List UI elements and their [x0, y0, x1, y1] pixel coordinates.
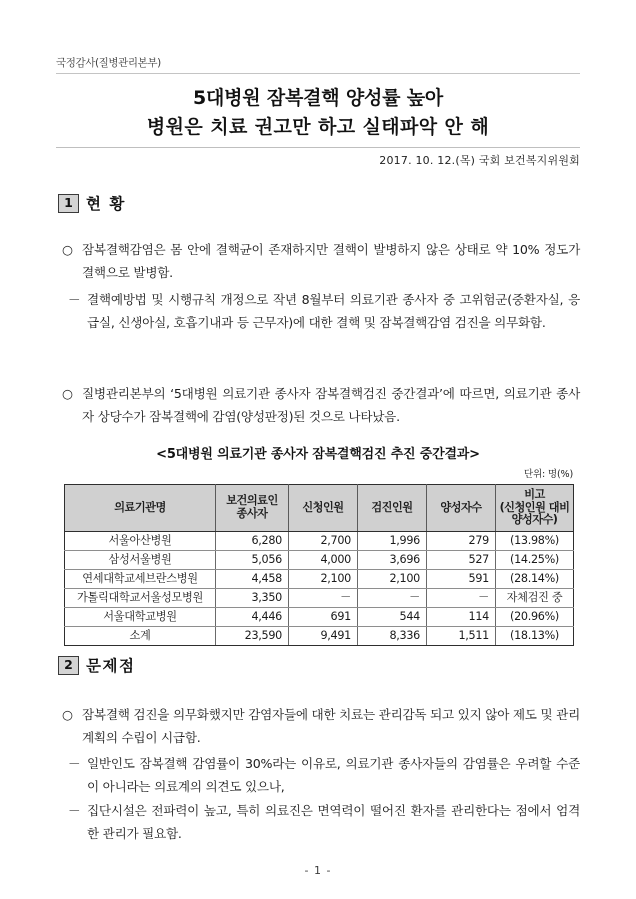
- th-positive-label: 양성자수: [440, 500, 482, 514]
- header-label: 국정감사(질병관리본부): [56, 57, 161, 69]
- table-caption: <5대병원 의료기관 종사자 잠복결핵검진 추진 중간결과>: [156, 447, 480, 462]
- cell-positive: 527: [427, 550, 496, 569]
- cell-institution: 삼성서울병원: [65, 550, 216, 569]
- paragraph-status-1: [62, 238, 580, 285]
- section-title-text: 문제점: [86, 657, 136, 675]
- paragraph-text: 결핵예방법 및 시행규칙 개정으로 작년 8월부터 의료기관 종사자 중 고위험군(중환자실, 응급실, 신생아실, 호흡기내과 등 근무자)에 대한 결핵 및 잠복결핵감염 검진을 의무화함.: [87, 292, 580, 331]
- header-rule: [56, 73, 580, 74]
- cell-institution: 연세대학교세브란스병원: [65, 569, 216, 588]
- cell-institution: 서울대학교병원: [65, 607, 216, 626]
- th-examined: [358, 485, 427, 532]
- th-note: [496, 485, 574, 532]
- cell-workers: 23,590: [216, 626, 289, 645]
- table-row: [65, 588, 574, 607]
- cell-examined: 1,996: [358, 531, 427, 550]
- title-rule: [56, 147, 580, 148]
- bullet-circle-icon: ○: [62, 242, 73, 257]
- table-header-row: [65, 485, 574, 532]
- cell-applied: 9,491: [289, 626, 358, 645]
- paragraph-text: 질병관리본부의 ‘5대병원 의료기관 종사자 잠복결핵검진 중간결과’에 따르면, 의료기관 종사자 상당수가 잠복결핵에 감염(양성판정)된 것으로 나타났음.: [82, 386, 580, 425]
- paragraph-status-2: [62, 288, 580, 335]
- th-positive: [427, 485, 496, 532]
- cell-positive: 1,511: [427, 626, 496, 645]
- cell-examined: 2,100: [358, 569, 427, 588]
- th-note-label-1: 비고: [524, 488, 545, 501]
- paragraph-issue-1: [62, 703, 580, 750]
- document-header: [56, 55, 580, 74]
- section-heading-1: [58, 192, 126, 214]
- th-workers-label-1: 보건의료인: [226, 494, 278, 508]
- page-number: - 1 -: [304, 864, 332, 877]
- bullet-circle-icon: ○: [62, 386, 73, 401]
- cell-positive: 279: [427, 531, 496, 550]
- cell-note: (14.25%): [496, 550, 574, 569]
- title-line-1: 5대병원 잠복결핵 양성률 높아: [192, 87, 444, 109]
- cell-positive: 114: [427, 607, 496, 626]
- cell-institution: 소계: [65, 626, 216, 645]
- bullet-dash-icon: －: [68, 756, 81, 771]
- table-unit-label: 단위: 명(%): [523, 469, 573, 480]
- table-row-total: [65, 626, 574, 645]
- cell-note: (20.96%): [496, 607, 574, 626]
- cell-examined: －: [358, 588, 427, 607]
- page-content-area: [56, 0, 580, 899]
- cell-note: (13.98%): [496, 531, 574, 550]
- date-line: 2017. 10. 12.(목) 국회 보건복지위원회: [379, 154, 580, 167]
- th-workers: [216, 485, 289, 532]
- cell-examined: 3,696: [358, 550, 427, 569]
- table-row: [65, 569, 574, 588]
- paragraph-text: 잠복결핵감염은 몸 안에 결핵균이 존재하지만 결핵이 발병하지 않은 상태로 약 10% 정도가 결핵으로 발병함.: [82, 242, 580, 281]
- th-note-label-2: (신청인원 대비: [499, 500, 570, 514]
- cell-institution: 가톨릭대학교서울성모병원: [65, 588, 216, 607]
- th-applied-label: 신청인원: [302, 500, 344, 514]
- bullet-dash-icon: －: [68, 803, 81, 818]
- cell-applied: 2,700: [289, 531, 358, 550]
- section-number-badge: 2: [58, 656, 79, 675]
- paragraph-status-3: [62, 382, 580, 429]
- cell-positive: －: [427, 588, 496, 607]
- results-table-wrap: [64, 484, 573, 646]
- title-line-2: 병원은 치료 권고만 하고 실태파악 안 해: [146, 116, 490, 138]
- cell-applied: 4,000: [289, 550, 358, 569]
- section-number-badge: 1: [58, 194, 79, 213]
- cell-workers: 6,280: [216, 531, 289, 550]
- cell-examined: 8,336: [358, 626, 427, 645]
- title-rule-wrap: [56, 147, 580, 148]
- document-title: [56, 84, 580, 142]
- cell-note: (28.14%): [496, 569, 574, 588]
- th-workers-label-2: 종사자: [236, 506, 268, 520]
- cell-note: (18.13%): [496, 626, 574, 645]
- th-institution: [65, 485, 216, 532]
- cell-positive: 591: [427, 569, 496, 588]
- cell-workers: 3,350: [216, 588, 289, 607]
- th-examined-label: 검진인원: [371, 500, 413, 514]
- table-row: [65, 531, 574, 550]
- cell-workers: 4,446: [216, 607, 289, 626]
- paragraph-text: 일반인도 잠복결핵 감염률이 30%라는 이유로, 의료기관 종사자들의 감염률은 우려할 수준이 아니라는 의료계의 의견도 있으나,: [87, 756, 580, 795]
- table-body: [65, 531, 574, 645]
- section-heading-2: [58, 654, 135, 676]
- paragraph-issue-3: [62, 799, 580, 846]
- cell-note: 자체검진 중: [496, 588, 574, 607]
- cell-applied: 691: [289, 607, 358, 626]
- paragraph-text: 잠복결핵 검진을 의무화했지만 감염자들에 대한 치료는 관리감독 되고 있지 않아 제도 및 관리계획의 수립이 시급함.: [82, 707, 580, 746]
- bullet-circle-icon: ○: [62, 707, 73, 722]
- cell-workers: 4,458: [216, 569, 289, 588]
- paragraph-issue-2: [62, 752, 580, 799]
- th-institution-label: 의료기관명: [114, 500, 166, 514]
- results-table: [64, 484, 574, 646]
- cell-applied: 2,100: [289, 569, 358, 588]
- bullet-dash-icon: －: [68, 292, 81, 307]
- cell-examined: 544: [358, 607, 427, 626]
- cell-workers: 5,056: [216, 550, 289, 569]
- paragraph-text: 집단시설은 전파력이 높고, 특히 의료진은 면역력이 떨어진 환자를 관리한다는 점에서 엄격한 관리가 필요함.: [87, 803, 580, 842]
- cell-institution: 서울아산병원: [65, 531, 216, 550]
- section-title-text: 현 황: [86, 195, 126, 213]
- th-applied: [289, 485, 358, 532]
- th-note-label-3: 양성자수): [511, 513, 558, 527]
- table-row: [65, 607, 574, 626]
- cell-applied: －: [289, 588, 358, 607]
- table-row: [65, 550, 574, 569]
